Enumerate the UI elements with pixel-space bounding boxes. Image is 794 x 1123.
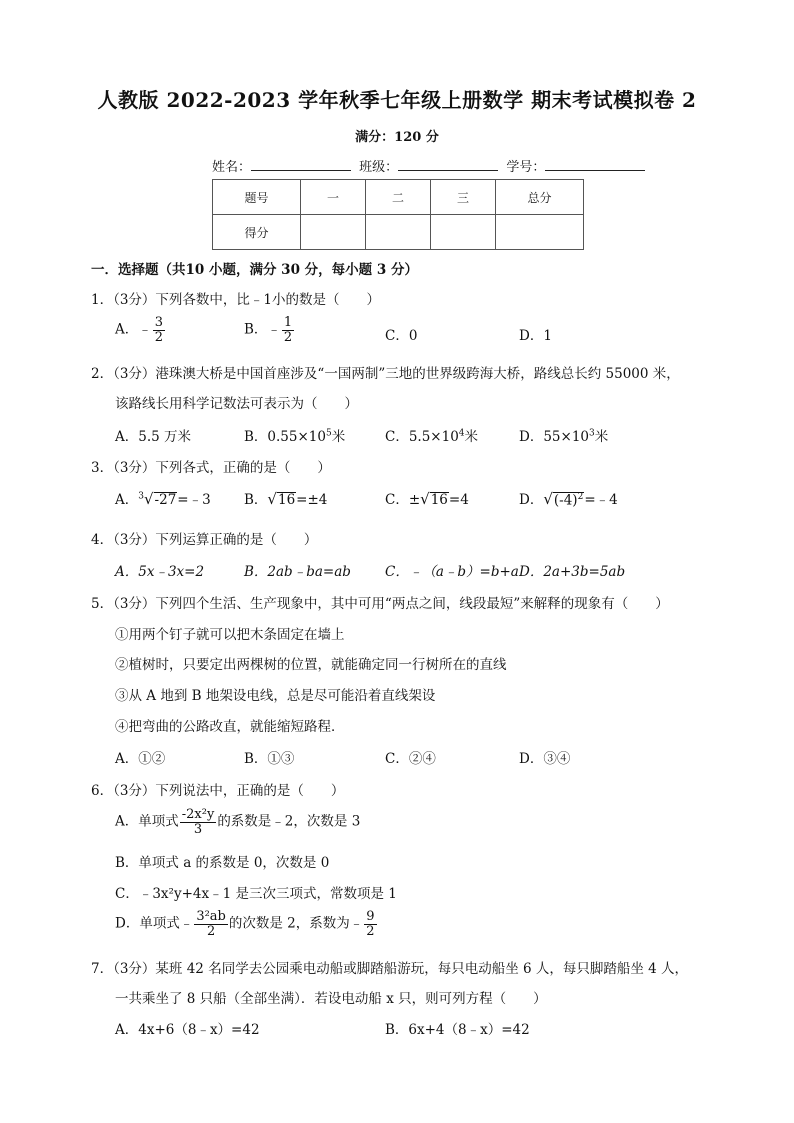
name-label: 姓名： bbox=[212, 160, 252, 175]
question-3-stem: 3．（3分）下列各式，正确的是（ ） bbox=[91, 460, 331, 476]
q2-option-c: C．$5.5\times 10^4$米 bbox=[385, 428, 479, 445]
question-2-stem-line1: 2．（3分）港珠澳大桥是中国首座涉及“一国两制”三地的世界级跨海大桥，路线总长约 55000 米， bbox=[91, 366, 680, 382]
question-7-stem-line2: 一共乘坐了 8 只船（全部坐满）．若设电动船 x 只，则可列方程（ ） bbox=[115, 991, 547, 1007]
q4-option-d: D．2a+3b=5ab bbox=[519, 564, 626, 580]
score-cell: 得分 bbox=[213, 215, 301, 250]
question-1-stem: 1．（3分）下列各数中，比﹣1小的数是（ ） bbox=[91, 292, 381, 308]
q2-option-a: A．5.5 万米 bbox=[115, 429, 192, 445]
score-cell: 一 bbox=[301, 180, 366, 215]
score-input-cell[interactable] bbox=[366, 215, 431, 250]
score-input-cell[interactable] bbox=[431, 215, 496, 250]
question-7-stem-line1: 7．（3分）某班 42 名同学去公园乘电动船或脚踏船游玩，每只电动船坐 6 人，每只脚踏船坐 4 人， bbox=[91, 961, 689, 977]
q5-option-d: D．③④ bbox=[519, 751, 571, 767]
q2-option-b: B．$0.55\times 10^5$米 bbox=[244, 428, 346, 445]
q3-option-b: B．√16=±4 bbox=[244, 490, 328, 508]
full-score: 满分：120 分 bbox=[355, 130, 439, 145]
score-cell: 二 bbox=[366, 180, 431, 215]
q5-item: ②植树时，只要定出两棵树的位置，就能确定同一行树所在的直线 bbox=[115, 657, 507, 673]
score-table-score-row bbox=[213, 215, 584, 250]
q5-option-b: B．①③ bbox=[244, 751, 295, 767]
q5-item: ③从 A 地到 B 地架设电线，总是尽可能沿着直线架设 bbox=[115, 688, 436, 704]
score-table bbox=[212, 179, 584, 250]
q1-option-c: C．0 bbox=[385, 328, 418, 344]
student-info-line bbox=[212, 156, 649, 175]
q4-option-b: B．2ab﹣ba=ab bbox=[244, 564, 351, 580]
q7-option-a: A．4x+6（8﹣x）=42 bbox=[115, 1022, 260, 1038]
question-5-stem: 5．（3分）下列四个生活、生产现象中，其中可用“两点之间，线段最短”来解释的现象有（ ） bbox=[91, 596, 669, 612]
score-input-cell[interactable] bbox=[496, 215, 584, 250]
q4-option-c: C．﹣（a﹣b）=b+a bbox=[385, 564, 519, 580]
q1-option-b: B．﹣ $\frac{1}{2}$ bbox=[244, 315, 293, 345]
page-title: 人教版 2022-2023 学年秋季七年级上册数学 期末考试模拟卷 2 bbox=[97, 88, 697, 112]
id-label: 学号： bbox=[506, 160, 546, 175]
question-2-stem-line2: 该路线长用科学记数法可表示为（ ） bbox=[115, 396, 358, 412]
class-label: 班级： bbox=[359, 160, 399, 175]
name-blank[interactable] bbox=[251, 158, 351, 171]
q1-option-d: D．1 bbox=[519, 328, 552, 344]
id-blank[interactable] bbox=[545, 158, 645, 171]
q3-option-d: D．$√(-4)^2=﹣4$ bbox=[519, 490, 618, 508]
score-input-cell[interactable] bbox=[301, 215, 366, 250]
section-heading: 一．选择题（共10 小题，满分 30 分，每小题 3 分） bbox=[91, 262, 418, 278]
question-4-stem: 4．（3分）下列运算正确的是（ ） bbox=[91, 532, 318, 548]
score-cell: 三 bbox=[431, 180, 496, 215]
q7-option-b: B．6x+4（8﹣x）=42 bbox=[385, 1022, 530, 1038]
class-blank[interactable] bbox=[398, 158, 498, 171]
score-cell: 题号 bbox=[213, 180, 301, 215]
q6-option-d: D．单项式﹣ $\frac{\text{3²ab}}{2}$ 的次数是 2，系数为﹣ $\frac{9}{2}$ bbox=[115, 909, 375, 939]
q5-option-a: A．①② bbox=[115, 751, 166, 767]
q5-option-c: C．②④ bbox=[385, 751, 436, 767]
score-cell: 总分 bbox=[496, 180, 584, 215]
question-6-stem: 6．（3分）下列说法中，正确的是（ ） bbox=[91, 783, 345, 799]
q5-item: ①用两个钉子就可以把木条固定在墙上 bbox=[115, 627, 345, 643]
q4-option-a: A．5x﹣3x=2 bbox=[115, 564, 205, 580]
q6-option-a: A．单项式 $\frac{\text{-2x²y}}{3}$ 的系数是﹣2，次数是 3 bbox=[115, 807, 361, 837]
q2-option-d: D．$55\times 10^3$米 bbox=[519, 428, 609, 445]
q5-item: ④把弯曲的公路改直，就能缩短路程． bbox=[115, 719, 345, 735]
score-table-header-row bbox=[213, 180, 584, 215]
q3-option-a: A．$^3$√-27=﹣3 bbox=[115, 490, 211, 508]
q3-option-c: C．±√16=4 bbox=[385, 490, 469, 508]
q1-option-a: A．﹣ $\frac{3}{2}$ bbox=[115, 315, 164, 345]
q6-option-b: B．单项式 a 的系数是 0，次数是 0 bbox=[115, 855, 330, 871]
q6-option-c: C．﹣3x²y+4x﹣1 是三次三项式，常数项是 1 bbox=[115, 886, 397, 902]
